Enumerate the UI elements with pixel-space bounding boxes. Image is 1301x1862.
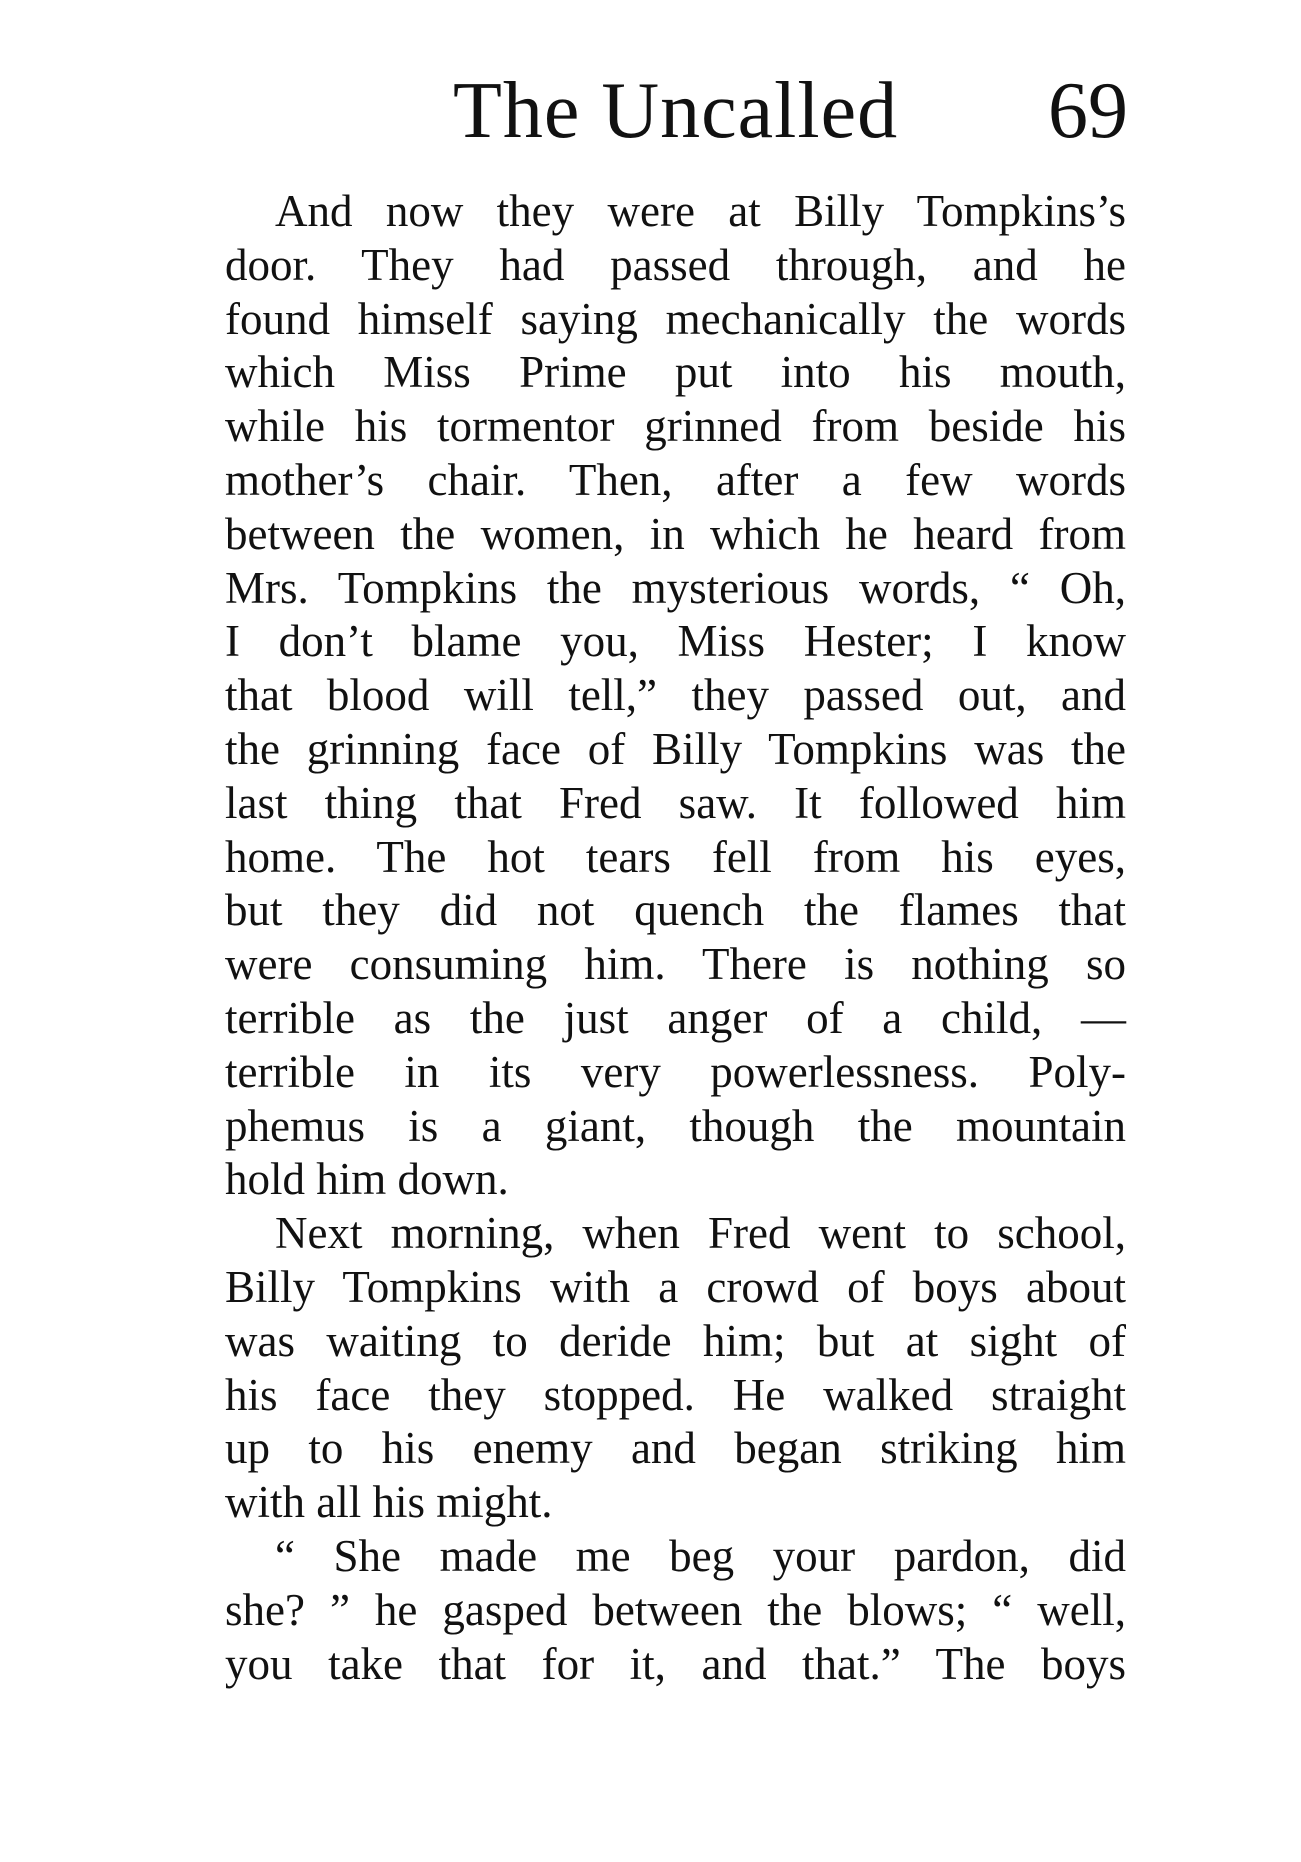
text-line: that blood will tell,” they passed out, and bbox=[225, 670, 1126, 721]
paragraph bbox=[225, 185, 1126, 1207]
text-line: mother’s chair. Then, after a few words bbox=[225, 454, 1126, 505]
text-line: found himself saying mechanically the words bbox=[225, 293, 1126, 344]
text-line: And now they were at Billy Tompkins’s bbox=[275, 186, 1126, 236]
text-line: up to his enemy and began striking him bbox=[225, 1423, 1126, 1474]
text-line: which Miss Prime put into his mouth, bbox=[225, 347, 1126, 398]
page-number: 69 bbox=[1048, 67, 1128, 155]
paragraph bbox=[225, 1207, 1126, 1530]
paragraph bbox=[225, 1530, 1126, 1691]
text-line: while his tormentor grinned from beside his bbox=[225, 401, 1126, 452]
text-line: phemus is a giant, though the mountain bbox=[225, 1100, 1126, 1151]
text-line: was waiting to deride him; but at sight of bbox=[225, 1315, 1126, 1366]
text-line: hold him down. bbox=[225, 1154, 509, 1205]
text-line: terrible as the just anger of a child, — bbox=[225, 992, 1126, 1043]
page-header bbox=[225, 66, 1128, 156]
text-line: terrible in its very powerlessness. Poly- bbox=[225, 1046, 1126, 1097]
text-line: I don’t blame you, Miss Hester; I know bbox=[225, 616, 1126, 667]
text-line: door. They had passed through, and he bbox=[225, 239, 1126, 290]
text-line: last thing that Fred saw. It followed him bbox=[225, 777, 1126, 828]
text-line: between the women, in which he heard from bbox=[225, 508, 1126, 559]
text-line: she? ” he gasped between the blows; “ well, bbox=[225, 1584, 1126, 1635]
text-line: Next morning, when Fred went to school, bbox=[275, 1208, 1126, 1259]
text-line: his face they stopped. He walked straight bbox=[225, 1369, 1126, 1420]
text-line: “ She made me beg your pardon, did bbox=[275, 1530, 1126, 1581]
text-line: were consuming him. There is nothing so bbox=[225, 939, 1126, 990]
text-line: the grinning face of Billy Tompkins was the bbox=[225, 723, 1126, 774]
running-title: The Uncalled bbox=[453, 67, 899, 155]
text-line: Billy Tompkins with a crowd of boys about bbox=[225, 1261, 1126, 1312]
text-line: with all his might. bbox=[225, 1477, 553, 1528]
text-line: Mrs. Tompkins the mysterious words, “ Oh, bbox=[225, 562, 1126, 613]
page-body bbox=[225, 185, 1126, 1691]
text-line: you take that for it, and that.” The boys bbox=[225, 1638, 1126, 1689]
text-line: home. The hot tears fell from his eyes, bbox=[225, 831, 1126, 882]
text-line: but they did not quench the flames that bbox=[225, 885, 1126, 936]
